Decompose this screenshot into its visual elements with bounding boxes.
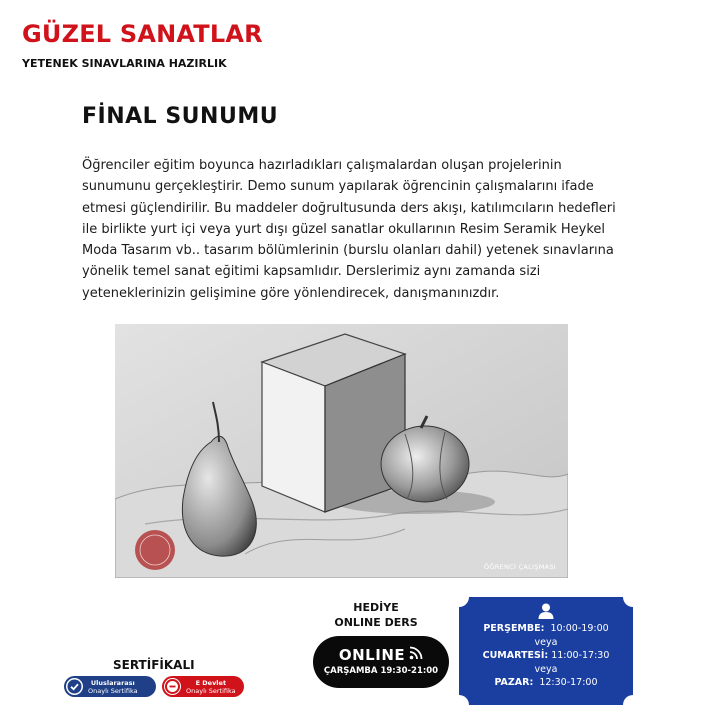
broadcast-icon xyxy=(409,645,423,664)
online-lesson-pill[interactable] xyxy=(313,636,449,688)
schedule-time: 11:00-17:30 xyxy=(551,650,610,661)
pencil-drawing-illustration xyxy=(115,324,568,578)
badge-line-2: Onaylı Sertifika xyxy=(88,687,138,695)
student-artwork-image xyxy=(115,324,568,578)
schedule-time: 12:30-17:00 xyxy=(539,677,598,688)
schedule-or: veya xyxy=(534,636,558,648)
checkmark-icon xyxy=(66,678,83,695)
badge-line-2: Onaylı Sertifika xyxy=(186,687,236,695)
corner-decoration xyxy=(459,695,469,705)
gift-line-1: HEDİYE xyxy=(353,601,399,614)
gift-online-lesson xyxy=(320,600,432,630)
corner-decoration xyxy=(623,695,633,705)
certificate-title: SERTİFİKALI xyxy=(113,658,195,672)
schedule-card xyxy=(459,597,633,705)
schedule-sunday xyxy=(459,676,633,690)
schedule-time: 10:00-19:00 xyxy=(550,623,609,634)
badge-line-1: E Devlet xyxy=(195,679,227,687)
brand-subtitle: YETENEK SINAVLARINA HAZIRLIK xyxy=(22,57,227,70)
badge-line-1: Uluslararası xyxy=(90,679,135,687)
schedule-saturday xyxy=(459,649,633,663)
schedule-day-label: PAZAR: xyxy=(494,677,534,688)
edevlet-certificate-badge xyxy=(162,676,244,697)
brand-title: GÜZEL SANATLAR xyxy=(22,20,263,48)
online-time: ÇARŞAMBA 19:30-21:00 xyxy=(323,666,439,676)
schedule-or: veya xyxy=(534,663,558,675)
schedule-day-label: PERŞEMBE: xyxy=(483,623,545,634)
description-paragraph: Öğrenciler eğitim boyunca hazırladıkları çalışmalardan oluşan projelerinin sunumunu gerçekleştirir. Demo sunum yapılarak öğrencinin çalışmalarını ifade etmesi güçlendirilir. Bu maddeler doğrultusunda ders akışı, katılımcıların hedefleri ile birlikte yurt içi veya yurt dışı güzel sanatlar okullarının Resim Seramik Heykel Moda Tasarım vb.. tasarım bölümlerinin (burslu olanları dahil) yetenek sınavlarına yönelik temel sanat eğitimi kapsamlıdır. Derslerimiz aynı zamanda sizi yeteneklerinizin gelişimine göre yönlendirecek, danışmanınızdır. xyxy=(82,158,616,301)
international-certificate-badge xyxy=(64,676,156,697)
gift-line-2: ONLINE DERS xyxy=(334,616,418,629)
online-label: ONLINE xyxy=(338,645,406,664)
user-icon xyxy=(459,597,633,622)
edevlet-logo-icon xyxy=(164,678,181,695)
schedule-day-label: CUMARTESİ: xyxy=(482,650,549,661)
artwork-caption: ÖĞRENCİ ÇALIŞMASI xyxy=(483,563,556,571)
page-title: FİNAL SUNUMU xyxy=(82,104,279,129)
schedule-thursday xyxy=(459,622,633,636)
